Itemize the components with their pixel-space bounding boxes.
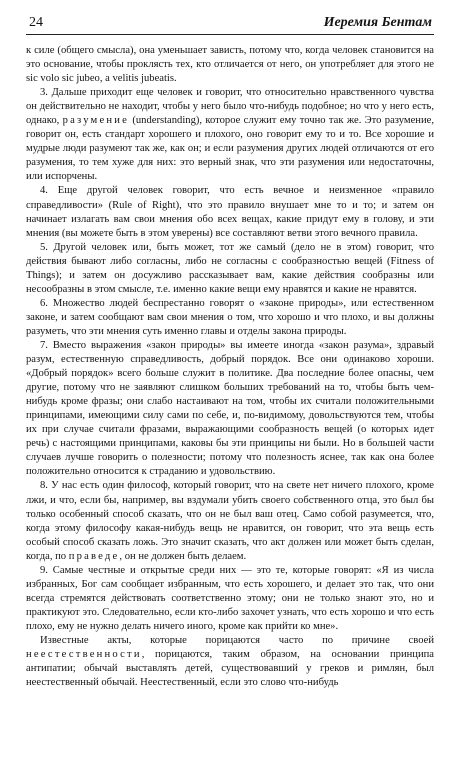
paragraph-text: (understanding), которое служит ему точно так же. Это разумение, говорит он, есть стандарт хорошего и плохого, оно говорит ему то и то. Все хорошие и мудрые люди разумеют так же, как он; и если разумения других людей отличаются от его разумения, то тем хуже для них: это верный знак, что эти разумения или недостаточны, или испорчены. — [26, 115, 434, 183]
paragraph — [26, 339, 434, 479]
body-text — [26, 44, 434, 690]
paragraph-text: , он не должен быть делаем. — [119, 550, 247, 562]
paragraph-text: 9. Самые честные и открытые среди них — это те, которые говорят: «Я из числа избранных, Бог сам сообщает избранным, что есть хорошего, и делает это так, что они всегда стремятся действовать соответственно этому; они не только знают это, но и практикуют это. Следовательно, если кто-либо захочет узнать, что есть хорошо и что есть плохо, ему не нужно делать ничего иного, кроме как прийти ко мне». — [26, 564, 434, 632]
paragraph-text: 4. Еще другой человек говорит, что есть вечное и неизменное «правило справедливости» (Rule of Right), что это правило внушает мне то и то; и затем он начинает излагать вам свои мнения обо всех вещах, какие придут ему в голову, и эти мнения (вы можете быть в этом уверены) все составляют ветви этого вечного правила. — [26, 185, 434, 239]
paragraph-text: 3. Дальше приходит еще человек и говорит, что относительно нравственного чувства он действительно не находит, чтобы у него было что-нибудь подобное; но что у него есть, однако, — [26, 87, 434, 127]
paragraph-text: к силе (общего смысла), она уменьшает зависть, потому что, когда человек становится на это основание, чтобы проклясть тех, кто отличается от него, он употребляет для этого не sic volo sic jubeo, а velitis jubeatis. — [26, 45, 434, 85]
paragraph — [26, 564, 434, 634]
paragraph — [26, 634, 434, 690]
running-header — [26, 15, 434, 35]
paragraph — [26, 44, 434, 86]
running-title: Иеремия Бентам — [323, 15, 432, 30]
paragraph — [26, 479, 434, 563]
paragraph-text: , порицаются, таким образом, на основании принципа антипатии; обычай выставлять детей, существовавший у греков и римлян, был неестественный обычай. Неестественный, если это слово что-нибудь — [26, 649, 434, 689]
paragraph-text: 5. Другой человек или, быть может, тот же самый (дело не в этом) говорит, что действия бывают либо согласны, либо не согласны с сообразностью вещей (Fitness of Things); и затем он досужливо рассказывает вам, какие действия сообразны или несообразны в этом смысле, т.е. именно какие вещи ему нравятся и какие не нравятся. — [26, 241, 434, 295]
paragraph-text: 8. У нас есть один философ, который говорит, что на свете нет ничего плохого, кроме лжи, и что, если бы, например, вы вздумали убить своего собственного отца, это был бы только особенный способ сказать, что он не был ваш отец. Само собой разумеется, что, когда этому философу какая-нибудь вещь не нравится, он говорит, что эта вещь есть особый способ сказать ложь. Это значит сказать, что акт должен или может быть сделан, когда, по — [26, 480, 434, 562]
paragraph — [26, 241, 434, 297]
paragraph — [26, 297, 434, 339]
paragraph — [26, 86, 434, 184]
paragraph-text: Известные акты, которые порицаются часто по причине своей — [40, 634, 434, 646]
page-number: 24 — [29, 15, 43, 30]
spaced-emphasis-text: неестественности — [26, 649, 142, 661]
paragraph-text: 6. Множество людей беспрестанно говорят о «законе природы», или естественном законе, и затем сообщают вам свои мнения о том, что хорошо и что плохо, и вы должны разуметь, что эти мнения суть именно главы и отделы закона природы. — [26, 297, 434, 337]
spaced-emphasis-text: разумение — [62, 115, 130, 127]
paragraph-text: 7. Вместо выражения «закон природы» вы имеете иногда «закон разума», здравый разум, естественную справедливость, добрый порядок. Все они одинаково хороши. «Добрый порядок» всего больше служит в политике. Два последние более опасны, чем другие, потому что не заявляют слишком больших требований на то, чтобы быть чем-нибудь кроме фразы; они слабо настаивают на том, чтобы их считали положительными принципами, имеющими силу сами по себе, и, по-видимому, довольствуются тем, чтобы их при случае считали фразами, выражающими сообразность вещей (о которых идет речь) с настоящими принципами, каковы бы эти принципы ни были. Но в большей части случаев лучше говорить о полезности; потому что полезность яснее, так как она более положительно относится к страданию и удовольствию. — [26, 339, 434, 478]
spaced-emphasis-text: праведе — [68, 550, 120, 562]
paragraph — [26, 184, 434, 240]
